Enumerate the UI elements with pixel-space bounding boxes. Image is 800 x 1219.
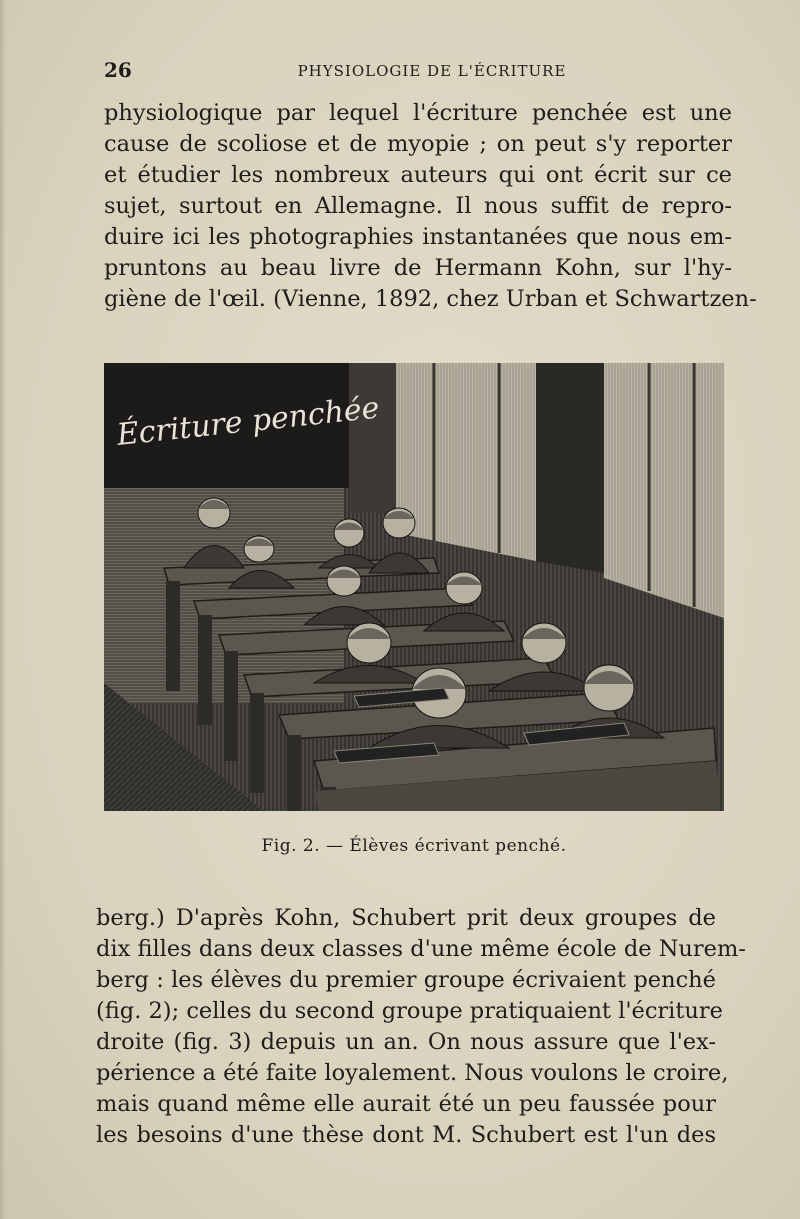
- figure-caption: Fig. 2. — Élèves écrivant penché.: [261, 836, 567, 856]
- text-line: droite (fig. 3) depuis un an. On nous assure que l'ex-: [96, 1029, 716, 1055]
- text-line: les besoins d'une thèse dont M. Schubert est l'un des: [96, 1122, 716, 1148]
- text-line: périence a été faite loyalement. Nous voulons le croire,: [96, 1060, 729, 1086]
- paragraph-bottom: [96, 903, 746, 1151]
- text-line: cause de scoliose et de myopie ; on peut s'y reporter: [104, 131, 732, 157]
- paragraph-top: [104, 98, 757, 315]
- text-line: (fig. 2); celles du second groupe pratiquaient l'écriture: [96, 998, 723, 1024]
- text-line: berg : les élèves du premier groupe écrivaient penché: [96, 967, 716, 993]
- page-edge-shadow: [0, 0, 6, 1219]
- page-header: [104, 58, 730, 86]
- text-line: berg.) D'après Kohn, Schubert prit deux groupes de: [96, 905, 716, 931]
- text-line: physiologique par lequel l'écriture penchée est une: [104, 100, 732, 126]
- running-title: PHYSIOLOGIE DE L'ÉCRITURE: [297, 62, 567, 80]
- classroom-engraving: [104, 363, 724, 811]
- page-number: 26: [104, 58, 132, 82]
- text-line: duire ici les photographies instantanées que nous em-: [104, 224, 732, 250]
- text-line: dix filles dans deux classes d'une même école de Nurem-: [96, 936, 746, 962]
- text-line: mais quand même elle aurait été un peu faussée pour: [96, 1091, 716, 1117]
- text-line: sujet, surtout en Allemagne. Il nous suffit de repro-: [104, 193, 732, 219]
- text-line: giène de l'œil. (Vienne, 1892, chez Urban et Schwartzen-: [104, 286, 757, 312]
- blackboard-inscription: Écriture penchée: [115, 390, 381, 453]
- text-line: pruntons au beau livre de Hermann Kohn, sur l'hy-: [104, 255, 732, 281]
- text-line: et étudier les nombreux auteurs qui ont écrit sur ce: [104, 162, 732, 188]
